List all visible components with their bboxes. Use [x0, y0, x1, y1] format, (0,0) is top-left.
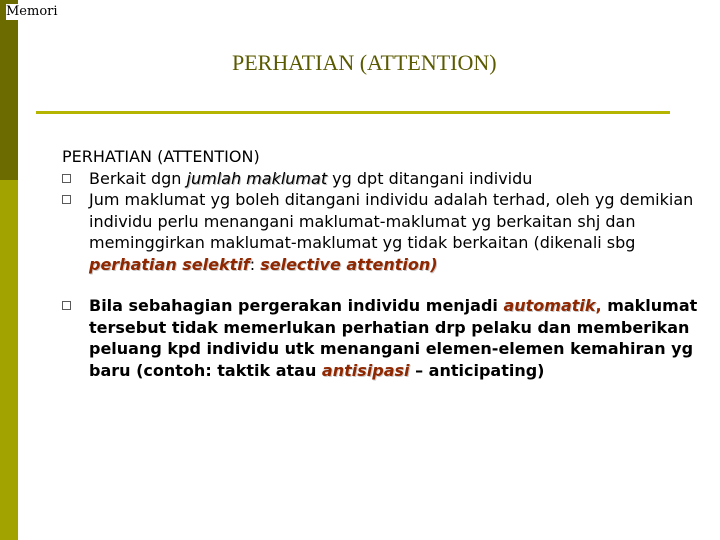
- accent-term: automatik: [503, 296, 596, 315]
- bullet-item: Bila sebahagian pergerakan individu menjadi automatik, maklumat tersebut tidak memerlukan perhatian drp pelaku dan memberikan peluang kpd individu utk menangani elemen-elemen kemahiran yg baru (contoh: taktik atau antisipasi – anticipating): [62, 295, 702, 381]
- header-label: Memori: [6, 4, 58, 19]
- accent-term: perhatian selektif: [89, 254, 250, 274]
- bullet-item: Berkait dgn jumlah maklumat yg dpt ditangani individu: [62, 168, 702, 190]
- content-heading: PERHATIAN (ATTENTION): [62, 147, 260, 166]
- left-stripe-dark: [0, 0, 18, 180]
- bullet-item: Jum maklumat yg boleh ditangani individu adalah terhad, oleh yg demikian individu perlu menangani maklumat-maklumat yg berkaitan shj dan meminggirkan maklumat-maklumat yg tidak berkaitan (dikenali sbg perhatian selektif: selective attention): [62, 189, 702, 275]
- left-stripe-light: [0, 180, 18, 540]
- title-rule: [36, 111, 670, 114]
- square-bullet-icon: [62, 174, 71, 183]
- accent-term: selective attention): [260, 254, 438, 274]
- slide-title: PERHATIAN (ATTENTION): [232, 50, 497, 75]
- bullet-list: [62, 168, 702, 382]
- emphasis-term: jumlah maklumat: [186, 168, 328, 188]
- slide-content: [62, 146, 702, 381]
- accent-term: antisipasi: [321, 360, 410, 380]
- square-bullet-icon: [62, 195, 71, 204]
- square-bullet-icon: [62, 301, 71, 310]
